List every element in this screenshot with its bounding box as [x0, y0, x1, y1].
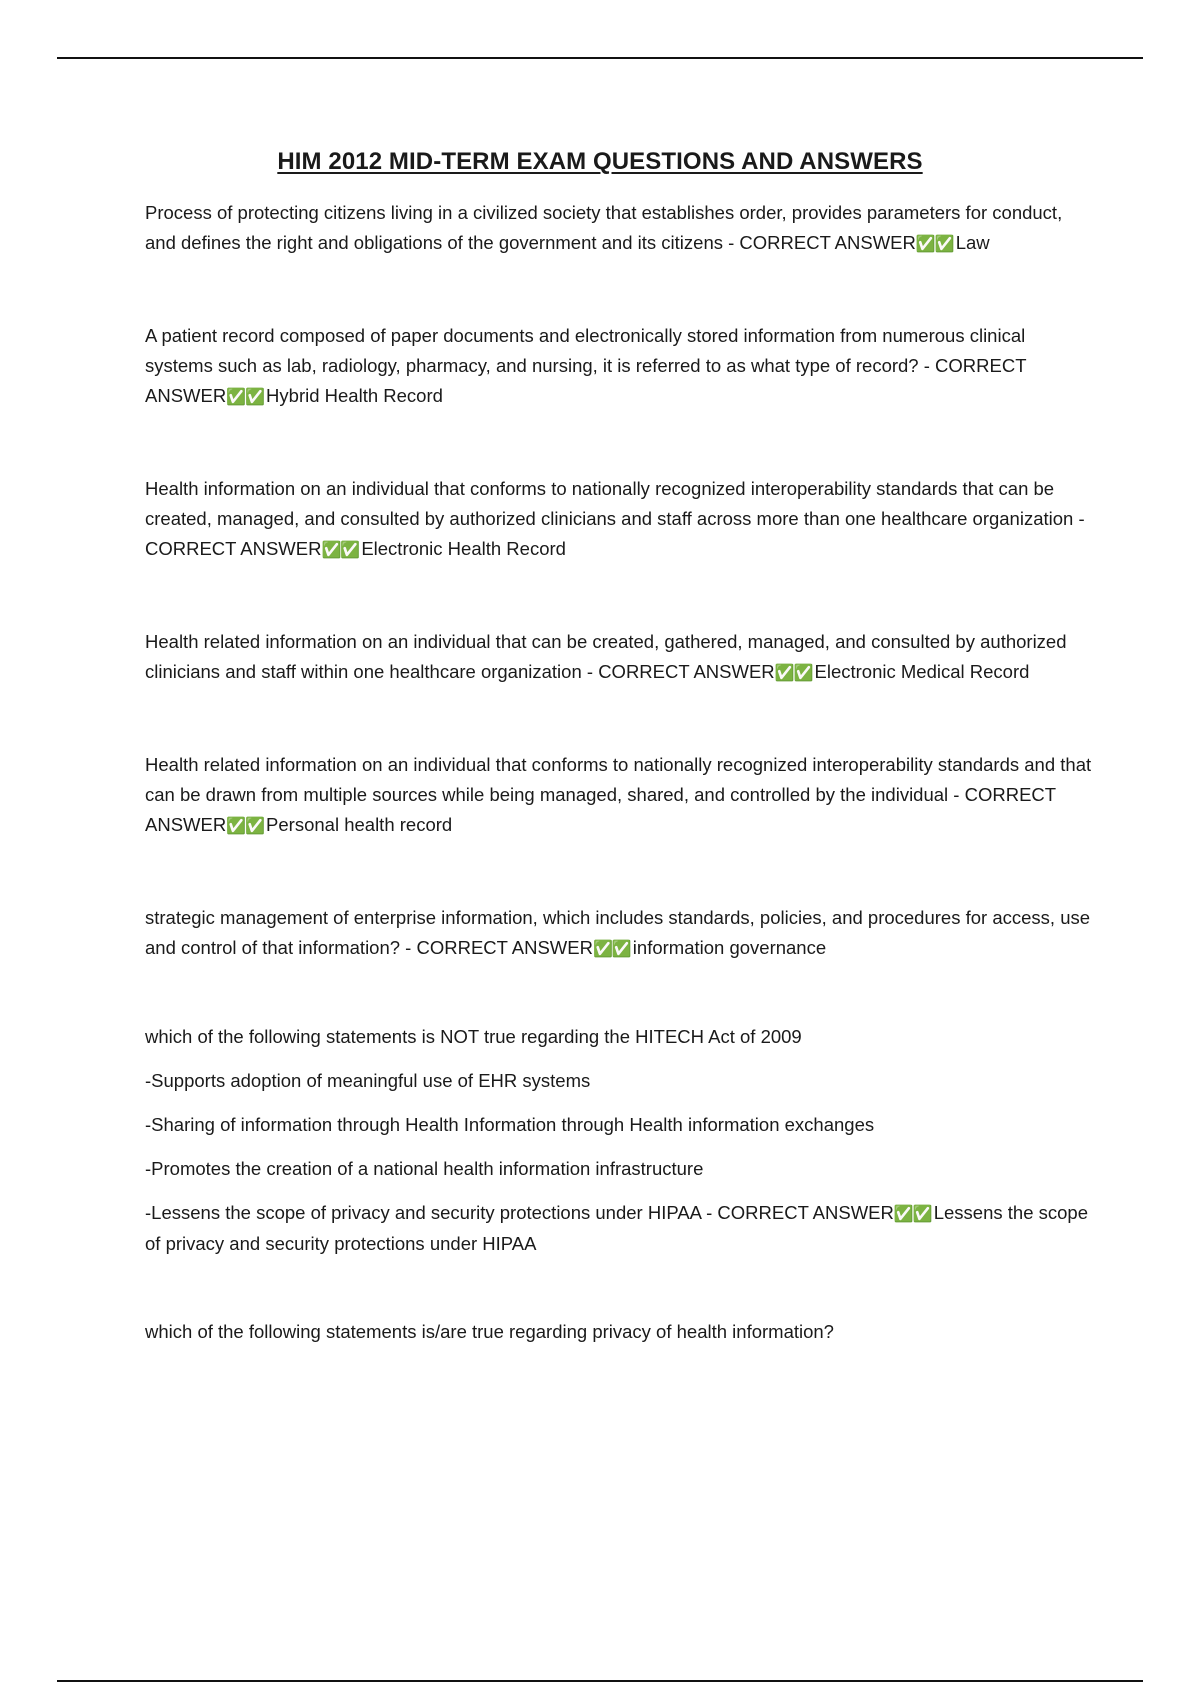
question-text: Health related information on an individual that can be created, gathered, managed, and consulted by authorized clinicians and staff within one healthcare organization -: [145, 631, 1067, 682]
question-text: which of the following statements is NOT true regarding the HITECH Act of 2009: [145, 1026, 802, 1047]
top-rule: [57, 57, 1143, 59]
answer-label: CORRECT ANSWER: [145, 538, 322, 559]
double-check-icon: ✅✅: [321, 540, 360, 559]
qa-item: [145, 627, 1095, 688]
qa-item: [145, 903, 1095, 964]
qa-item: [145, 750, 1095, 841]
double-check-icon: ✅✅: [226, 387, 265, 406]
question-text: strategic management of enterprise information, which includes standards, policies, and procedures for access, use and control of that information? -: [145, 907, 1091, 958]
answer-label: CORRECT ANSWER: [717, 1202, 894, 1223]
page-title: HIM 2012 MID-TERM EXAM QUESTIONS AND ANSWERS: [277, 148, 923, 175]
answer-label: CORRECT ANSWER: [145, 784, 1056, 835]
multi-choice-question: [145, 1022, 1095, 1259]
document-body: [145, 198, 1095, 1347]
double-check-icon: ✅✅: [915, 234, 954, 253]
answer-text: Electronic Health Record: [361, 538, 566, 559]
option-text: -Lessens the scope of privacy and security protections under HIPAA -: [145, 1202, 718, 1223]
answer-text: Law: [955, 232, 990, 253]
qa-item: [145, 474, 1095, 565]
answer-label: CORRECT ANSWER: [145, 355, 1027, 406]
answer-text: Hybrid Health Record: [266, 385, 443, 406]
option-item: [145, 1198, 1095, 1259]
double-check-icon: ✅✅: [893, 1204, 932, 1223]
double-check-icon: ✅✅: [592, 939, 631, 958]
bottom-rule: [57, 1680, 1143, 1682]
qa-item: [145, 198, 1095, 259]
question-text: which of the following statements is/are true regarding privacy of health information?: [145, 1321, 834, 1342]
double-check-icon: ✅✅: [226, 816, 265, 835]
qa-item: [145, 321, 1095, 412]
double-check-icon: ✅✅: [774, 663, 813, 682]
answer-label: CORRECT ANSWER: [598, 661, 775, 682]
question-text: Health information on an individual that conforms to nationally recognized interoperability standards that can be created, managed, and consulted by authorized clinicians and staff across more than one healthcare organization -: [145, 478, 1085, 529]
option-item: -Supports adoption of meaningful use of EHR systems: [145, 1070, 591, 1091]
answer-text: Lessens the scope of privacy and security protections under HIPAA: [145, 1202, 1089, 1254]
answer-text: information governance: [632, 937, 827, 958]
question-text: Process of protecting citizens living in a civilized society that establishes order, provides parameters for conduct, and defines the right and obligations of the government and its citizens -: [145, 202, 1063, 253]
answer-text: Personal health record: [266, 814, 453, 835]
answer-label: CORRECT ANSWER: [739, 232, 916, 253]
answer-text: Electronic Medical Record: [814, 661, 1030, 682]
answer-label: CORRECT ANSWER: [416, 937, 593, 958]
option-item: -Promotes the creation of a national health information infrastructure: [145, 1158, 704, 1179]
option-item: -Sharing of information through Health Information through Health information exchanges: [145, 1114, 875, 1135]
question-text: Health related information on an individual that conforms to nationally recognized interoperability standards and that can be drawn from multiple sources while being managed, shared, and controlled by the individual -: [145, 754, 1092, 805]
question-text: A patient record composed of paper documents and electronically stored information from numerous clinical systems such as lab, radiology, pharmacy, and nursing, it is referred to as what type of record? -: [145, 325, 1026, 376]
